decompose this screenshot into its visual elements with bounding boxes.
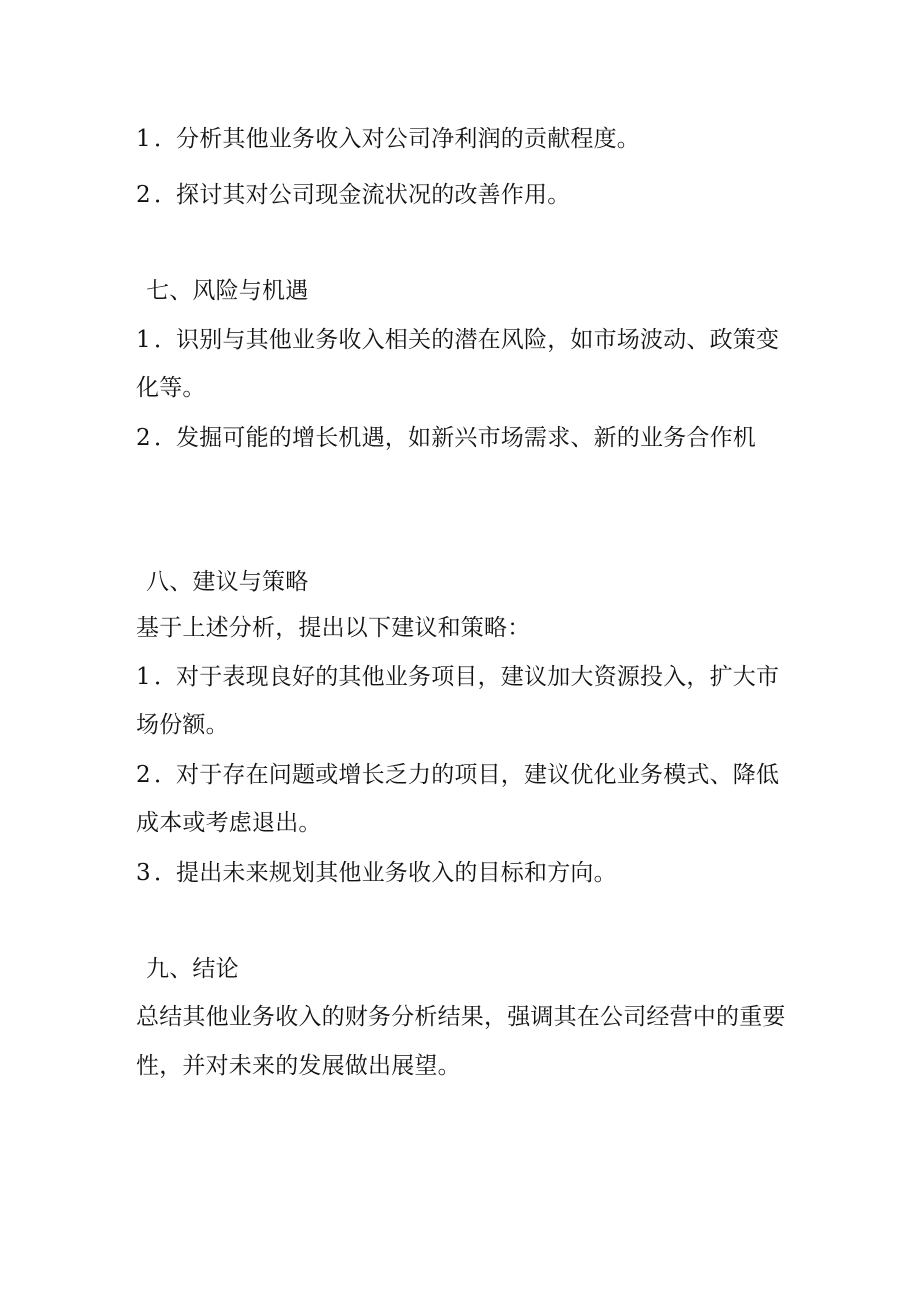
item-number: 2 [136,182,151,208]
item-number: 1 [136,126,151,152]
section-heading: 九、结论 [146,956,239,982]
item-text: 发掘可能的增长机遇，如新兴市场需求、新的业务合作机 [176,425,756,451]
item-text: 对于存在问题或增长乏力的项目，建议优化业务模式、降低 [176,762,780,788]
conclusion-text-continuation: 性，并对未来的发展做出展望。 [136,1053,461,1079]
list-item [136,423,796,453]
item-separator: ． [154,327,178,353]
list-item [136,325,796,355]
item-separator: ． [154,664,178,690]
item-number: 1 [136,664,151,690]
section-heading: 七、风险与机遇 [146,278,309,304]
item-number: 3 [136,860,151,886]
item-text: 分析其他业务收入对公司净利润的贡献程度。 [176,126,640,152]
section-intro: 基于上述分析，提出以下建议和策略： [136,615,531,641]
item-separator: ． [154,860,178,886]
item-number: 2 [136,762,151,788]
list-item [136,124,796,154]
item-number: 1 [136,327,151,353]
item-text: 探讨其对公司现金流状况的改善作用。 [176,182,571,208]
conclusion-text: 总结其他业务收入的财务分析结果，强调其在公司经营中的重要 [136,1004,786,1030]
section-heading: 八、建议与策略 [146,569,309,595]
list-item [136,760,796,790]
item-separator: ． [154,762,178,788]
list-item [136,180,796,210]
item-separator: ． [154,182,178,208]
item-separator: ． [154,425,178,451]
list-item [136,858,796,888]
list-item-continuation: 化等。 [136,375,206,401]
item-number: 2 [136,425,151,451]
item-text: 对于表现良好的其他业务项目，建议加大资源投入，扩大市 [176,664,780,690]
item-text: 提出未来规划其他业务收入的目标和方向。 [176,860,617,886]
item-text: 识别与其他业务收入相关的潜在风险，如市场波动、政策变 [176,327,780,353]
list-item-continuation: 成本或考虑退出。 [136,810,322,836]
list-item-continuation: 场份额。 [136,712,229,738]
list-item [136,662,796,692]
item-separator: ． [154,126,178,152]
